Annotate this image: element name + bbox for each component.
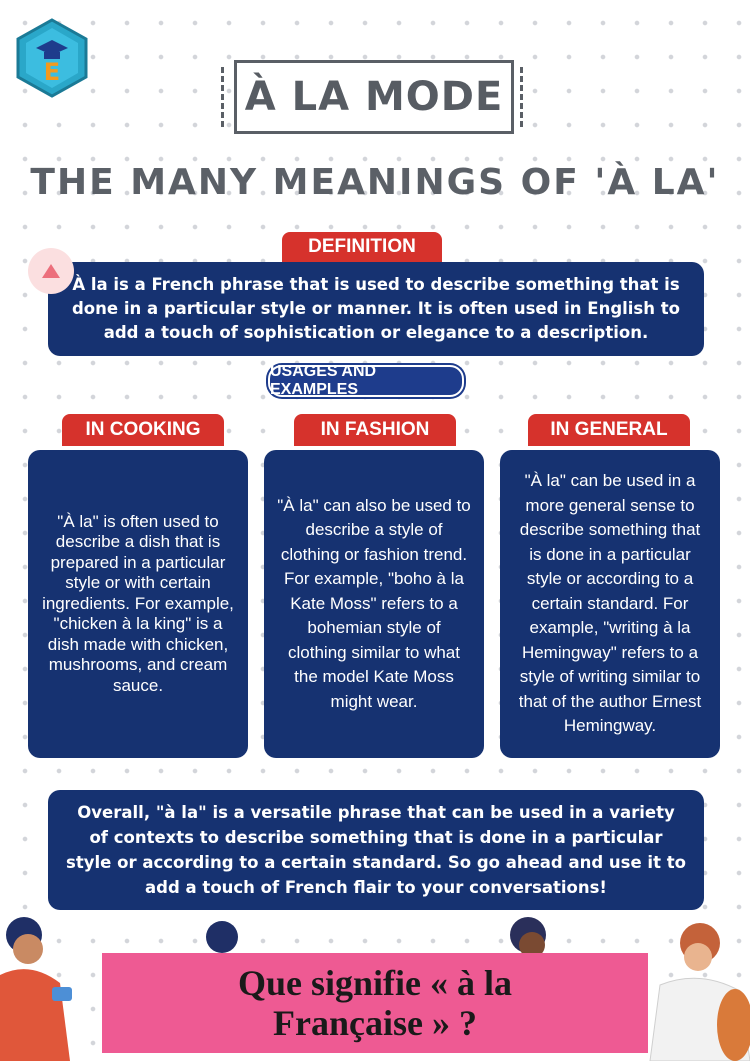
fashion-label: IN FASHION xyxy=(294,414,456,446)
person-left-body xyxy=(0,969,70,1061)
page-title: À LA MODE xyxy=(244,74,504,120)
person-left-face xyxy=(13,934,43,964)
definition-label: DEFINITION xyxy=(282,232,442,262)
scroll-up-icon[interactable] xyxy=(28,248,74,294)
page-subtitle: THE MANY MEANINGS OF 'À LA' xyxy=(30,162,720,203)
cooking-text: "À la" is often used to describe a dish that is prepared in a particular style or with certain ingredients. For example, "chicken à la king" is a dish made with chicken, mushrooms, and cream sauce. xyxy=(28,450,248,758)
usages-label: USAGES AND EXAMPLES xyxy=(268,365,464,397)
title-frame xyxy=(234,60,514,134)
general-label: IN GENERAL xyxy=(528,414,690,446)
fashion-text: "À la" can also be used to describe a style of clothing or fashion trend. For example, "boho à la Kate Moss" refers to a bohemian style of clothing similar to what the model Kate Moss might wear. xyxy=(264,450,484,758)
svg-text:E: E xyxy=(43,58,61,86)
caption-text: Que signifie « à la Française » ? xyxy=(237,963,512,1043)
summary-box: Overall, "à la" is a versatile phrase that can be used in a variety of contexts to describe something that is done in a particular style or according to a certain standard. So go ahead and use it to add a touch of French flair to your conversations! xyxy=(48,790,704,910)
definition-box: À la is a French phrase that is used to describe something that is done in a particular style or manner. It is often used in English to add a touch of sophistication or elegance to a description. xyxy=(48,262,704,356)
person-far-face xyxy=(684,943,712,971)
general-text: "À la" can be used in a more general sense to describe something that is done in a particular style or according to a certain standard. For example, "writing à la Hemingway" refers to a style of writing similar to that of the author Ernest Hemingway. xyxy=(500,450,720,758)
cooking-label: IN COOKING xyxy=(62,414,224,446)
person-mid-hair xyxy=(206,921,238,953)
brand-logo xyxy=(14,18,90,98)
person-left-cup xyxy=(52,987,72,1001)
caption-banner xyxy=(102,953,648,1053)
